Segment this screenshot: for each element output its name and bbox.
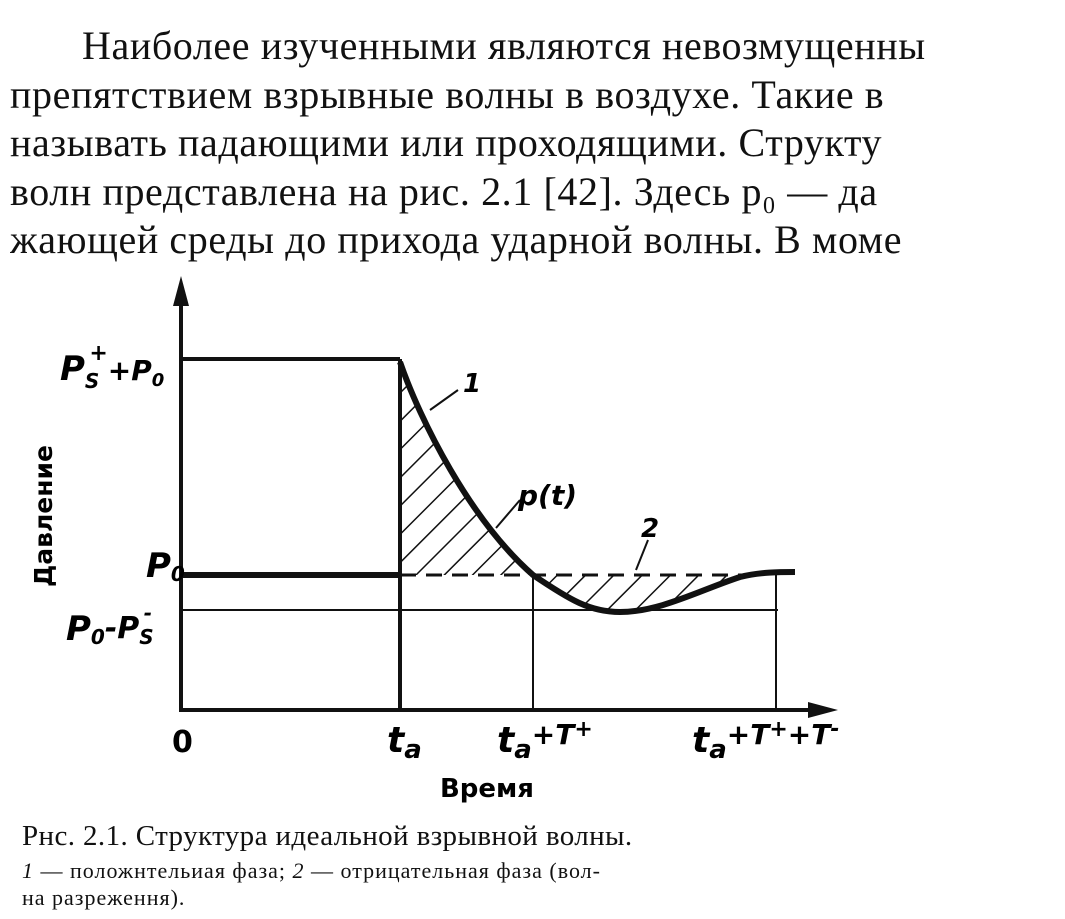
legend-number-1: 1 bbox=[22, 858, 34, 883]
paragraph-line: называть падающими или проходящими. Структу bbox=[10, 120, 883, 165]
label-pressure-curve: p(t) bbox=[518, 479, 578, 512]
paragraph-line: волн представлена на рис. 2.1 [42]. Здесь p₀ — да bbox=[10, 168, 878, 214]
svg-text:ta: ta bbox=[387, 720, 422, 765]
leader-1 bbox=[430, 390, 458, 410]
x-tick-positive-end bbox=[497, 717, 593, 765]
leader-2 bbox=[636, 540, 648, 570]
x-axis-arrow bbox=[808, 702, 838, 718]
svg-text:P0: P0 bbox=[146, 546, 185, 586]
label-negative-phase: 2 bbox=[641, 514, 660, 544]
y-axis-title: Давление bbox=[29, 445, 58, 587]
svg-text:PS++P0: $P_S+_{+P}0$ bbox=[60, 341, 165, 393]
legend-number-2: 2 bbox=[292, 858, 305, 883]
figure-caption bbox=[22, 820, 1022, 911]
y-tick-peak bbox=[60, 341, 164, 393]
caption-title: Рнс. 2.1. Структура идеальной взрывной волны. bbox=[22, 820, 633, 852]
leader-pt bbox=[496, 500, 520, 528]
y-tick-underpressure bbox=[66, 601, 154, 649]
y-axis-arrow bbox=[173, 276, 189, 306]
x-tick-negative-end bbox=[692, 717, 839, 765]
label-positive-phase: 1 bbox=[463, 369, 482, 399]
legend-text-1: — положнтельиая фаза; bbox=[34, 858, 293, 883]
legend-text-2: — отрицательная фаза (вол- bbox=[304, 858, 601, 883]
x-tick-arrival bbox=[387, 720, 422, 765]
svg-text:ta+T++T-: $ta^{+T+}_{+T}^-$ bbox=[692, 717, 840, 765]
svg-text:ta+T+: $ta^{+T+}$ bbox=[497, 717, 593, 765]
caption-legend-line2: на разреження). bbox=[22, 885, 186, 910]
x-tick-origin: 0 bbox=[172, 725, 193, 760]
paragraph-line: Наиболее изученными являются невозмущенны bbox=[82, 23, 926, 68]
x-axis-title: Время bbox=[439, 774, 535, 804]
paragraph-line: препятствием взрывные волны в воздухе. Такие в bbox=[10, 71, 885, 117]
paragraph-line: жающей среды до прихода ударной волны. В моме bbox=[10, 217, 903, 262]
svg-text:P0-PS-: P0-PS- bbox=[66, 601, 154, 649]
caption-legend bbox=[22, 857, 1022, 884]
